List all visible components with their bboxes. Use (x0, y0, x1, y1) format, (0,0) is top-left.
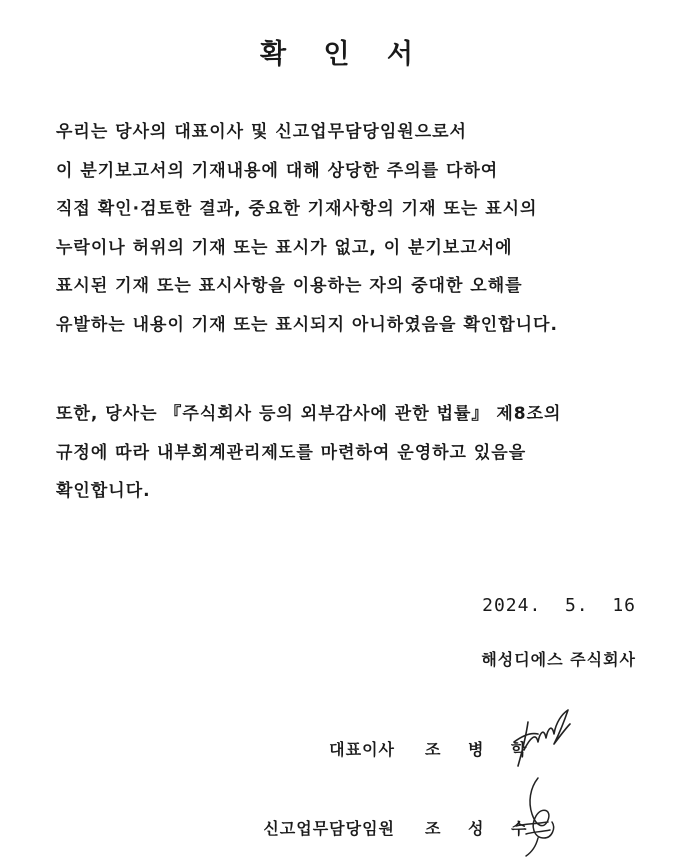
document-date: 2024. 5. 16 (482, 595, 636, 616)
paragraph-line: 또한, 당사는 『주식회사 등의 외부감사에 관한 법률』 제8조의 (56, 404, 562, 424)
paragraph-line: 직접 확인·검토한 결과, 중요한 기재사항의 기재 또는 표시의 (56, 199, 538, 219)
signatory-name: 조 성 수 (425, 819, 538, 838)
paragraph-line: 확인합니다. (56, 481, 151, 501)
company-name: 해성디에스 주식회사 (481, 650, 636, 669)
internal-control-paragraph (56, 395, 656, 511)
signatory-role: 대표이사 (329, 740, 395, 759)
paragraph-line: 우리는 당사의 대표이사 및 신고업무담당임원으로서 (56, 122, 467, 142)
paragraph-line: 유발하는 내용이 기재 또는 표시되지 아니하였음을 확인합니다. (56, 314, 558, 335)
document-title: 확 인 서 (259, 39, 428, 70)
signatory-name: 조 병 학 (425, 740, 538, 759)
paragraph-line: 표시된 기재 또는 표시사항을 이용하는 자의 중대한 오해를 (56, 276, 523, 296)
confirmation-paragraph (56, 113, 656, 344)
paragraph-line: 누락이나 허위의 기재 또는 표시가 없고, 이 분기보고서에 (56, 237, 513, 258)
signatory-role: 신고업무담당임원 (263, 819, 395, 838)
paragraph-line: 규정에 따라 내부회계관리제도를 마련하여 운영하고 있음을 (56, 442, 527, 463)
paragraph-line: 이 분기보고서의 기재내용에 대해 상당한 주의를 다하여 (56, 160, 499, 181)
